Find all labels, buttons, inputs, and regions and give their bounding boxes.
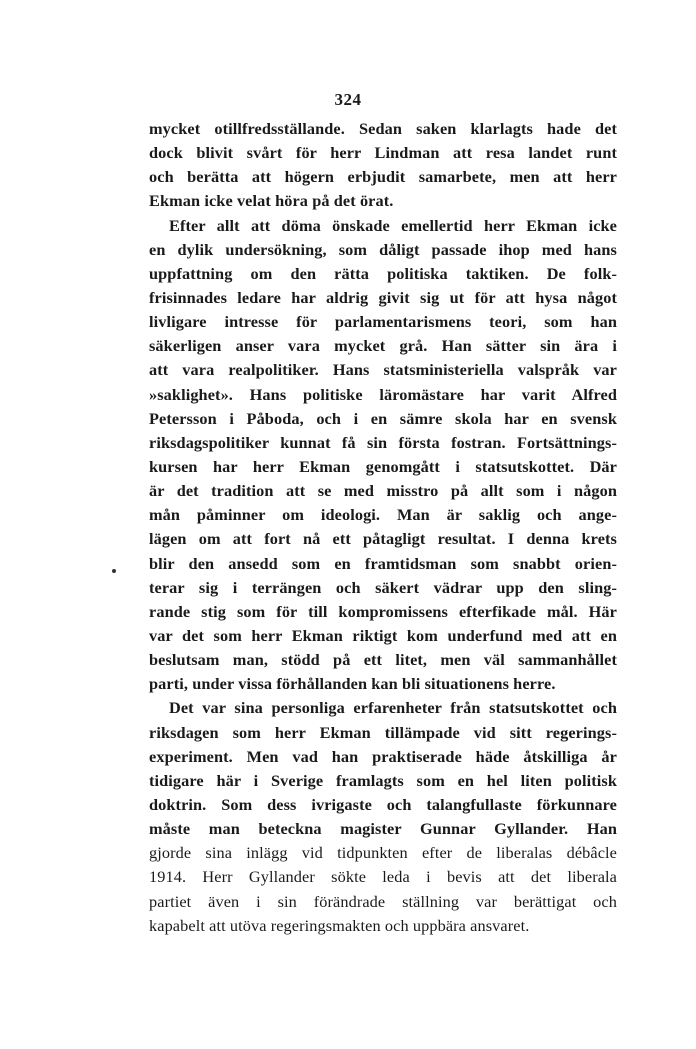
text-line: Petersson i Påboda, och i en sämre skola har en svensk [149, 408, 617, 428]
text-line: en dylik undersökning, som dåligt passade ihop med hans [149, 239, 617, 259]
text-line: att vara realpolitiker. Hans statsministeriella valspråk var [149, 360, 617, 380]
text-line: riksdagen som herr Ekman tillämpade vid sitt regerings- [149, 722, 617, 742]
text-line: doktrin. Som dess ivrigaste och talangfullaste förkunnare [149, 794, 617, 814]
text-line: mycket otillfredsställande. Sedan saken klarlagts hade det [149, 119, 617, 138]
text-line: livligare intresse för parlamentarismens teori, som han [149, 312, 617, 332]
text-line: säkerligen anser vara mycket grå. Han sätter sin ära i [149, 336, 617, 356]
text-line: dock blivit svårt för herr Lindman att resa landet runt [149, 143, 617, 163]
text-line: mån påminner om ideologi. Man är saklig och ange- [149, 505, 617, 525]
text-line: beslutsam man, stödd på ett litet, men väl sammanhållet [149, 650, 617, 670]
text-line: riksdagspolitiker kunnat få sin första fostran. Fortsättnings- [149, 432, 617, 452]
paragraph-1 [149, 117, 617, 214]
text-line: experiment. Men vad han praktiserade häde åtskilliga år [149, 746, 617, 766]
text-line: partiet även i sin förändrade ställning var berättigat och [149, 891, 617, 911]
text-line: blir den ansedd som en framtidsman som snabbt orien- [149, 553, 617, 573]
text-line: lägen om att fort nå ett påtagligt resultat. I denna krets [149, 529, 617, 549]
text-line: Ekman icke velat höra på det örat. [149, 191, 394, 211]
page-number: 324 [334, 90, 362, 109]
text-line: måste man beteckna magister Gunnar Gyllander. Han [149, 819, 617, 839]
text-line: Efter allt att döma önskade emellertid herr Ekman icke [169, 215, 617, 235]
text-line: tidigare här i Sverige framlagts som en hel liten politisk [149, 770, 617, 790]
paragraph-2 [149, 214, 617, 697]
text-line: frisinnades ledare har aldrig givit sig ut för att hysa något [149, 287, 617, 307]
text-line: gjorde sina inlägg vid tidpunkten efter de liberalas débâcle [149, 843, 617, 863]
text-line: var det som herr Ekman riktigt kom underfund med att en [149, 625, 617, 645]
paragraph-3 [149, 696, 617, 937]
text-line: kapabelt att utöva regeringsmakten och uppbära ansvaret. [149, 915, 530, 935]
text-line: Det var sina personliga erfarenheter från statsutskottet och [169, 698, 617, 718]
text-line: kursen har herr Ekman genomgått i statsutskottet. Där [149, 456, 617, 476]
body-text [149, 117, 617, 938]
text-line: terar sig i terrängen och säkert vädrar upp den sling- [149, 577, 617, 597]
margin-speck [112, 569, 116, 573]
text-line: är det tradition att se med misstro på allt som i någon [149, 481, 617, 501]
text-line: »saklighet». Hans politiske läromästare har varit Alfred [149, 384, 617, 404]
text-line: rande stig som för till kompromissens efterfikade mål. Här [149, 601, 617, 621]
text-line: och berätta att högern erbjudit samarbete, men att herr [149, 167, 617, 187]
text-line: parti, under vissa förhållanden kan bli situationens herre. [149, 674, 556, 694]
text-line: uppfattning om den rätta politiska taktiken. De folk- [149, 263, 617, 283]
text-line: 1914. Herr Gyllander sökte leda i bevis att det liberala [149, 867, 617, 887]
